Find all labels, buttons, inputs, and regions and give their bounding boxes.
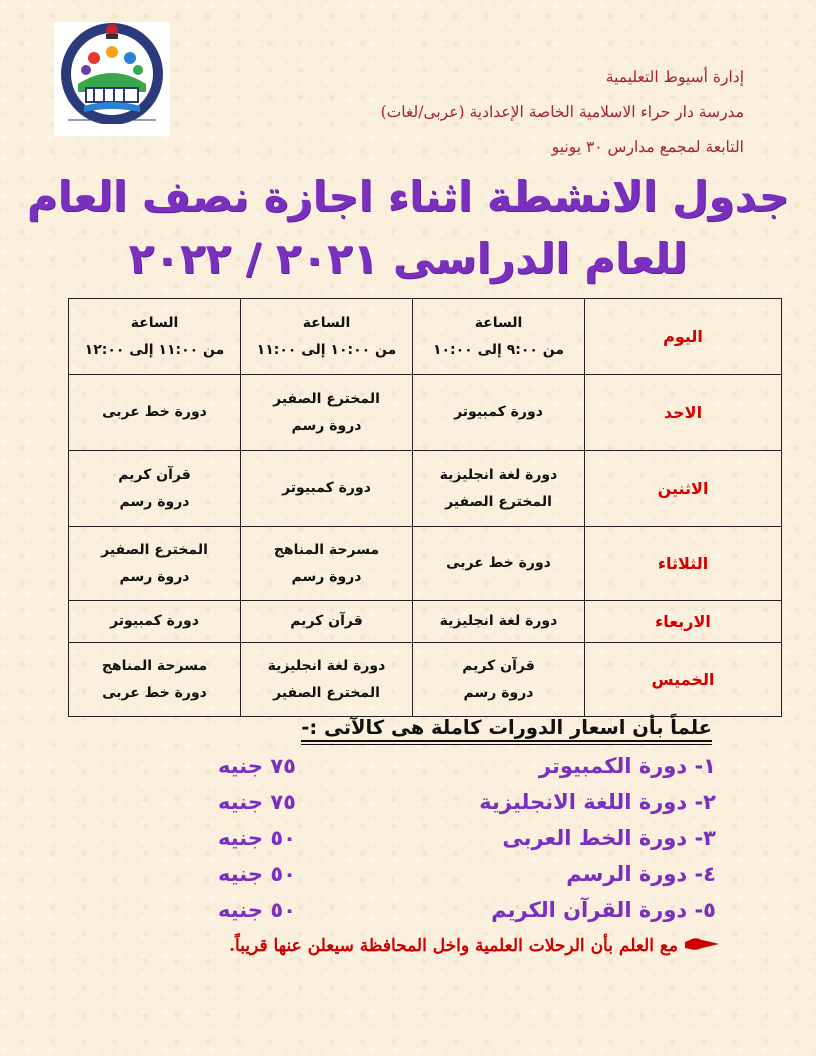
activity: دروة رسم bbox=[291, 568, 362, 585]
activity: دروة رسم bbox=[119, 568, 190, 585]
slot-time: من ٩:٠٠ إلى ١٠:٠٠ bbox=[432, 341, 565, 358]
price-item bbox=[200, 790, 716, 826]
activity-cell bbox=[241, 601, 413, 643]
slot-label: الساعة bbox=[474, 314, 523, 331]
trips-note bbox=[70, 935, 720, 958]
course-name: ٥- دورة القرآن الكريم bbox=[491, 898, 716, 922]
price-item bbox=[200, 826, 716, 862]
activity-cell bbox=[413, 527, 585, 601]
day-cell: الاربعاء bbox=[585, 601, 782, 643]
activity: مسرحة المناهج bbox=[273, 541, 380, 558]
header-slot-1 bbox=[413, 299, 585, 375]
course-price: ٥٠ جنيه bbox=[218, 826, 296, 850]
activity-cell bbox=[241, 643, 413, 717]
activity-cell bbox=[413, 375, 585, 451]
header-slot-2 bbox=[241, 299, 413, 375]
table-row-thursday bbox=[69, 643, 782, 717]
activities-schedule-table bbox=[68, 298, 782, 717]
course-name: ٢- دورة اللغة الانجليزية bbox=[479, 790, 716, 814]
activity: قرآن كريم bbox=[462, 657, 535, 674]
activity: دورة خط عربى bbox=[102, 404, 207, 420]
activity: المخترع الصفير bbox=[445, 493, 552, 510]
directorate-name: إدارة أسيوط التعليمية bbox=[605, 68, 744, 86]
table-row-sunday bbox=[69, 375, 782, 451]
school-header bbox=[264, 60, 744, 165]
table-row-tuesday bbox=[69, 527, 782, 601]
page-title: جدول الانشطة اثناء اجازة نصف العام bbox=[26, 172, 790, 221]
activity: المخترع الصفير bbox=[273, 390, 380, 407]
page-subtitle: للعام الدراسى ٢٠٢١ / ٢٠٢٢ bbox=[128, 234, 688, 283]
day-cell: الاثنين bbox=[585, 451, 782, 527]
table-header-row bbox=[69, 299, 782, 375]
activity-cell bbox=[413, 643, 585, 717]
activity: دورة لغة انجليزية bbox=[439, 466, 558, 483]
table-row-monday bbox=[69, 451, 782, 527]
activity-cell bbox=[69, 375, 241, 451]
course-price: ٧٥ جنيه bbox=[218, 790, 296, 814]
course-name: ١- دورة الكمبيوتر bbox=[538, 754, 716, 778]
slot-label: الساعة bbox=[302, 314, 351, 331]
activity: المخترع الصفير bbox=[101, 541, 208, 558]
price-item bbox=[200, 898, 716, 934]
school-logo bbox=[54, 22, 170, 136]
activity: دورة لغة انجليزية bbox=[267, 657, 386, 674]
activity-cell bbox=[69, 451, 241, 527]
price-item bbox=[200, 862, 716, 898]
activity-cell bbox=[241, 375, 413, 451]
activity: دورة كمبيوتر bbox=[110, 613, 199, 629]
pointing-hand-icon bbox=[684, 935, 720, 958]
activity: دورة خط عربى bbox=[102, 684, 207, 701]
activity: دروة رسم bbox=[119, 493, 190, 510]
school-name: مدرسة دار حراء الاسلامية الخاصة الإعدادية (عربى/لغات) bbox=[380, 103, 744, 121]
activity-cell bbox=[241, 451, 413, 527]
activity: دورة لغة انجليزية bbox=[439, 613, 558, 629]
school-affiliation: التابعة لمجمع مدارس ٣٠ يونيو bbox=[551, 138, 744, 156]
activity: دروة رسم bbox=[291, 417, 362, 434]
price-item bbox=[200, 754, 716, 790]
activity: دورة كمبيوتر bbox=[454, 404, 543, 420]
activity: مسرحة المناهج bbox=[101, 657, 208, 674]
slot-time: من ١١:٠٠ إلى ١٢:٠٠ bbox=[84, 341, 225, 358]
course-price: ٥٠ جنيه bbox=[218, 898, 296, 922]
day-cell: الخميس bbox=[585, 643, 782, 717]
course-price: ٧٥ جنيه bbox=[218, 754, 296, 778]
slot-time: من ١٠:٠٠ إلى ١١:٠٠ bbox=[256, 341, 397, 358]
activity-cell bbox=[69, 643, 241, 717]
activity-cell bbox=[413, 451, 585, 527]
activity: دورة خط عربى bbox=[446, 555, 551, 571]
activity: قرآن كريم bbox=[290, 613, 363, 629]
slot-label: الساعة bbox=[130, 314, 179, 331]
activity-cell bbox=[241, 527, 413, 601]
activity-cell bbox=[69, 601, 241, 643]
header-slot-3 bbox=[69, 299, 241, 375]
day-cell: الاحد bbox=[585, 375, 782, 451]
activity: قرآن كريم bbox=[118, 466, 191, 483]
activity-cell bbox=[69, 527, 241, 601]
course-name: ٤- دورة الرسم bbox=[566, 862, 716, 886]
activity: دروة رسم bbox=[463, 684, 534, 701]
course-price: ٥٠ جنيه bbox=[218, 862, 296, 886]
table-row-wednesday bbox=[69, 601, 782, 643]
note-text: مع العلم بأن الرحلات العلمية واخل المحافظة سيعلن عنها قريباً. bbox=[229, 936, 678, 956]
activity: المخترع الصفير bbox=[273, 684, 380, 701]
activity-cell bbox=[413, 601, 585, 643]
activity: دورة كمبيوتر bbox=[282, 480, 371, 496]
course-name: ٣- دورة الخط العربى bbox=[502, 826, 716, 850]
day-cell: الثلاثاء bbox=[585, 527, 782, 601]
header-day: اليوم bbox=[585, 299, 782, 375]
prices-heading: علماً بأن اسعار الدورات كاملة هى كالآتى :- bbox=[301, 716, 712, 742]
prices-list bbox=[200, 754, 716, 934]
